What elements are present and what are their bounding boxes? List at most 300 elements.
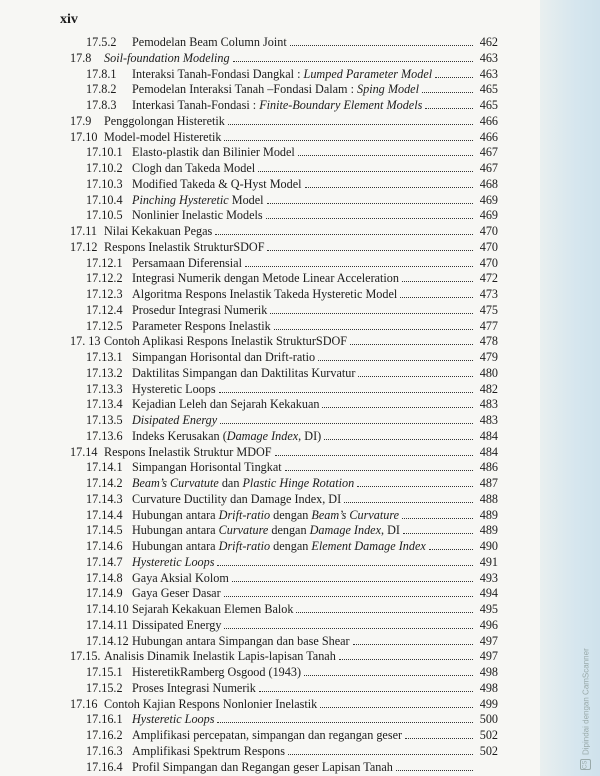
toc-title-part: Contoh Aplikasi Respons Inelastik StrukturSDOF xyxy=(104,334,348,349)
dot-leader xyxy=(259,681,473,692)
toc-entry xyxy=(70,648,498,664)
toc-entry-number: 17.11 xyxy=(70,224,97,238)
toc-entry xyxy=(86,255,498,271)
toc-title-part: Drift-ratio xyxy=(218,539,271,553)
dot-leader xyxy=(270,303,473,314)
toc-entry-title xyxy=(132,144,295,160)
toc-entry xyxy=(86,207,498,223)
toc-entry-page: 469 xyxy=(479,208,498,223)
toc-entry-page: 477 xyxy=(479,318,498,333)
toc-entry xyxy=(86,97,498,113)
toc-title-part: Integrasi Numerik dengan Metode Linear Acceleration xyxy=(132,271,399,286)
toc-entry xyxy=(70,129,498,145)
toc-entry-number: 17.14.4 xyxy=(86,507,123,522)
toc-entry-page: 484 xyxy=(479,444,498,459)
toc-title-part: Hubungan antara xyxy=(132,539,219,553)
toc-entry-number: 17.12.3 xyxy=(86,287,123,301)
toc-title-part: Curvature Ductility dan Damage Index, DI xyxy=(132,491,342,506)
toc-entry xyxy=(86,554,498,570)
toc-entry-title xyxy=(132,475,354,491)
toc-title-part: Simpangan Horisontal Tingkat xyxy=(132,460,282,475)
toc-entry xyxy=(86,81,498,97)
toc-title-part: dengan xyxy=(268,523,310,538)
toc-entry xyxy=(70,223,498,239)
toc-title-part: Gaya Geser Dasar xyxy=(132,586,221,601)
toc-entry-page: 489 xyxy=(479,507,498,522)
toc-entry-page: 502 xyxy=(479,728,498,742)
toc-entry-title xyxy=(132,97,422,113)
toc-title-part: Model-model Histeretik xyxy=(104,129,222,144)
toc-entry-title xyxy=(132,554,214,570)
toc-entry-page: 467 xyxy=(479,161,498,175)
toc-entry-page: 499 xyxy=(479,696,498,711)
toc-title-part: Nilai Kekakuan Pegas xyxy=(104,224,213,238)
toc-entry xyxy=(86,585,498,601)
toc-entry-number: 17.14.10 xyxy=(86,602,129,616)
toc-entry-page: 490 xyxy=(479,539,498,553)
toc-title-part: , DI) xyxy=(298,428,322,443)
toc-entry-number: 17.14.9 xyxy=(86,586,123,601)
dot-leader xyxy=(402,271,473,282)
toc-title-part: Hubungan antara Simpangan dan base Shear xyxy=(132,633,350,648)
toc-title-part: Sping Model xyxy=(357,82,419,97)
toc-entry-number: 17.16.1 xyxy=(86,712,123,727)
toc-entry-title xyxy=(132,66,432,82)
dot-leader xyxy=(217,555,473,566)
dot-leader xyxy=(305,177,473,188)
toc-entry-title xyxy=(132,270,399,286)
toc-title-part: HisteretikRamberg Osgood (1943) xyxy=(132,665,302,679)
toc-entry xyxy=(86,66,498,82)
toc-entry-number: 17.10 xyxy=(70,129,98,144)
toc-title-part: Elasto-plastik dan Bilinier Model xyxy=(132,145,295,160)
toc-entry-number: 17.10.1 xyxy=(86,145,123,160)
toc-entry-number: 17.15.2 xyxy=(86,680,123,695)
toc-entry-page: 468 xyxy=(479,176,498,191)
dot-leader xyxy=(217,712,473,723)
toc-entry xyxy=(70,333,498,349)
toc-title-part: dengan xyxy=(270,507,312,522)
toc-entry-page: 480 xyxy=(479,365,498,380)
toc-title-part: Beam’s Curvature xyxy=(311,507,400,522)
toc-entry-number: 17.14.5 xyxy=(86,523,123,538)
toc-title-part: Analisis Dinamik Inelastik Lapis-lapisan Tanah xyxy=(104,649,336,664)
dot-leader xyxy=(322,397,473,408)
toc-title-part: Modified Takeda & Q-Hyst Model xyxy=(132,176,302,191)
toc-title-part: Curvature xyxy=(218,523,269,538)
toc-entry-number: 17.13.4 xyxy=(86,397,123,412)
toc-title-part: Drift-ratio xyxy=(218,507,271,522)
dot-leader xyxy=(274,319,473,330)
toc-entry-page: 493 xyxy=(479,570,498,585)
dot-leader xyxy=(344,492,473,503)
dot-leader xyxy=(357,476,473,487)
toc-entry-title xyxy=(132,601,293,617)
toc-entry-title xyxy=(104,333,347,349)
toc-title-part: Simpangan Horisontal dan Drift-ratio xyxy=(132,350,316,364)
toc-title-part: dengan xyxy=(270,539,312,553)
toc-entry-number: 17.16 xyxy=(70,696,98,711)
toc-entry xyxy=(86,475,498,491)
toc-entry-page: 465 xyxy=(479,98,498,112)
dot-leader xyxy=(403,523,473,534)
toc-title-part: Finite-Boundary Element Models xyxy=(259,98,423,112)
toc-title-part: Hysteretic Loops xyxy=(132,554,215,569)
toc-entry-title xyxy=(132,664,301,680)
toc-entry-title xyxy=(132,522,400,538)
dot-leader xyxy=(405,728,473,739)
toc-entry-title xyxy=(104,223,212,239)
toc-entry-page: 491 xyxy=(479,554,498,569)
toc-entry-page: 473 xyxy=(479,287,498,301)
toc-entry-page: 502 xyxy=(479,743,498,758)
toc-entry xyxy=(86,412,498,428)
toc-entry xyxy=(86,664,498,680)
toc-entry-number: 17.13.3 xyxy=(86,381,123,396)
toc-entry xyxy=(70,696,498,712)
toc-entry xyxy=(86,570,498,586)
toc-title-part: Plastic Hinge Rotation xyxy=(242,476,355,490)
toc-entry-title xyxy=(132,302,267,318)
toc-title-part: Pinching Hysteretic xyxy=(132,192,229,207)
dot-leader xyxy=(339,649,473,660)
dot-leader xyxy=(288,744,473,755)
toc-entry-page: 475 xyxy=(479,302,498,317)
toc-entry-title xyxy=(104,129,221,145)
toc-entry-number: 17.10.3 xyxy=(86,176,123,191)
toc-entry-number: 17.16.3 xyxy=(86,743,123,758)
watermark-text: Dipindai dengan CamScanner xyxy=(581,648,591,755)
toc-entry xyxy=(86,727,498,743)
toc-entry-number: 17.8.3 xyxy=(86,98,117,112)
toc-entry-title xyxy=(132,680,256,696)
toc-entry xyxy=(70,50,498,66)
toc-entry-title xyxy=(132,743,285,759)
toc-entry-title xyxy=(132,396,319,412)
toc-entry xyxy=(86,192,498,208)
toc-title-part: Penggolongan Histeretik xyxy=(104,113,225,128)
toc-title-part: Clogh dan Takeda Model xyxy=(132,161,256,175)
toc-entry-title xyxy=(104,239,264,255)
toc-entry-number: 17.10.2 xyxy=(86,161,123,175)
dot-leader xyxy=(285,460,473,471)
dot-leader xyxy=(275,445,473,456)
toc-entry-title xyxy=(132,507,399,523)
dot-leader xyxy=(233,51,473,62)
watermark xyxy=(578,630,594,770)
dot-leader xyxy=(320,697,473,708)
toc-title-part: Lumped Parameter Model xyxy=(303,66,433,81)
toc-entry xyxy=(86,160,498,176)
toc-entry-number: 17.8.1 xyxy=(86,66,117,81)
toc-entry xyxy=(86,633,498,649)
dot-leader xyxy=(267,240,473,251)
toc-entry xyxy=(86,176,498,192)
toc-entry-number: 17.15.1 xyxy=(86,665,123,679)
toc-entry-title xyxy=(132,255,242,271)
toc-entry-page: 470 xyxy=(479,239,498,254)
dot-leader xyxy=(298,145,473,156)
toc-entry-page: 472 xyxy=(479,271,498,286)
toc-title-part: Hubungan antara xyxy=(132,507,219,522)
dot-leader xyxy=(358,366,473,377)
toc-entry-title xyxy=(132,759,393,775)
toc-entry-page: 498 xyxy=(479,665,498,679)
toc-entry-number: 17.13.1 xyxy=(86,350,123,364)
dot-leader xyxy=(353,634,473,645)
toc-entry xyxy=(86,365,498,381)
dot-leader xyxy=(220,413,473,424)
toc-entry-number: 17.14.6 xyxy=(86,539,123,553)
toc-entry-number: 17.14.8 xyxy=(86,570,123,585)
toc-entry-number: 17.12.2 xyxy=(86,271,123,286)
toc-title-part: Respons Inelastik Struktur MDOF xyxy=(104,444,272,459)
toc-title-part: Beam’s Curvatute xyxy=(132,476,219,490)
toc-entry-page: 466 xyxy=(479,113,498,128)
toc-entry-page: 467 xyxy=(479,145,498,160)
toc-entry-title xyxy=(132,633,350,649)
toc-entry-page: 470 xyxy=(479,224,498,238)
toc-entry-page: 478 xyxy=(479,334,498,349)
toc-title-part: Amplifikasi percepatan, simpangan dan regangan geser xyxy=(132,728,403,742)
camscanner-icon: CS xyxy=(581,759,592,770)
toc-entry xyxy=(86,459,498,475)
toc-entry-number: 17.13.6 xyxy=(86,428,123,443)
toc-entry-title xyxy=(104,648,336,664)
toc-title-part: Contoh Kajian Respons Nonlonier Inelastik xyxy=(104,696,318,711)
dot-leader xyxy=(304,665,473,676)
toc-entry-number: 17.14.7 xyxy=(86,554,123,569)
toc-entry xyxy=(86,144,498,160)
toc-entry-number: 17.14.1 xyxy=(86,460,123,475)
toc-entry xyxy=(86,507,498,523)
toc-entry-page: 486 xyxy=(479,460,498,475)
toc-entry xyxy=(86,743,498,759)
toc-title-part: Amplifikasi Spektrum Respons xyxy=(132,743,286,758)
toc-entry xyxy=(86,538,498,554)
toc-entry-page: 494 xyxy=(479,586,498,601)
toc-entry-number: 17.10.5 xyxy=(86,208,123,223)
toc-entry xyxy=(86,601,498,617)
dot-leader xyxy=(228,114,473,125)
toc-entry xyxy=(86,349,498,365)
toc-entry-number: 17.14.12 xyxy=(86,633,129,648)
toc-entry-page: 495 xyxy=(479,602,498,616)
toc-entry-page: 498 xyxy=(479,680,498,695)
toc-entry-number: 17. 13 xyxy=(70,334,101,349)
toc-entry-title xyxy=(132,81,419,97)
toc-entry-page: 463 xyxy=(479,66,498,81)
toc-entry-title xyxy=(132,381,216,397)
toc-title-part: Hubungan antara xyxy=(132,523,219,538)
toc-entry-number: 17.14 xyxy=(70,444,98,459)
toc-entry-title xyxy=(132,491,341,507)
toc-entry-title xyxy=(132,538,426,554)
toc-title-part: Nonlinier Inelastic Models xyxy=(132,208,263,223)
toc-entry-page: 500 xyxy=(479,712,498,727)
toc-entry-title xyxy=(132,617,221,633)
toc-title-part: Indeks Kerusakan ( xyxy=(132,428,227,443)
toc-title-part: Gaya Aksial Kolom xyxy=(132,570,229,585)
toc-entry xyxy=(86,286,498,302)
toc-entry-page: 489 xyxy=(479,523,498,538)
toc-entry-page: 466 xyxy=(479,129,498,144)
toc-title-part: Prosedur Integrasi Numerik xyxy=(132,302,268,317)
toc-entry-number: 17.12.4 xyxy=(86,302,123,317)
dot-leader xyxy=(224,586,473,597)
toc-title-part: Respons Inelastik StrukturSDOF xyxy=(104,239,265,254)
toc-entry-page: 479 xyxy=(479,350,498,364)
toc-entry-page: 484 xyxy=(479,428,498,443)
toc-entry-title xyxy=(132,711,214,727)
toc-entry-title xyxy=(132,428,321,444)
toc-entry xyxy=(86,302,498,318)
toc-entry xyxy=(86,34,498,50)
toc-entry-title xyxy=(132,570,229,586)
toc-entry-page: 497 xyxy=(479,649,498,664)
toc-entry xyxy=(86,428,498,444)
toc-entry-number: 17.10.4 xyxy=(86,192,123,207)
toc-entry-page: 465 xyxy=(479,82,498,97)
toc-entry-title xyxy=(132,727,402,743)
toc-entry-number: 17.5.2 xyxy=(86,35,117,49)
toc-entry-title xyxy=(104,50,230,66)
dot-leader xyxy=(224,130,473,141)
dot-leader xyxy=(435,67,473,78)
dot-leader xyxy=(258,161,473,172)
toc-entry-title xyxy=(132,318,271,334)
toc-entry-title xyxy=(132,349,315,365)
toc-title-part: Sejarah Kekakuan Elemen Balok xyxy=(132,602,294,616)
dot-leader xyxy=(400,287,473,298)
toc-entry-number: 17.8.2 xyxy=(86,82,117,97)
page-number: xiv xyxy=(60,12,78,27)
toc-entry-page: 462 xyxy=(479,35,498,49)
dot-leader xyxy=(224,618,473,629)
toc-entry-number: 17.14.2 xyxy=(86,476,123,490)
toc-title-part: Hysteretic Loops xyxy=(132,712,215,727)
toc-entry-page: 497 xyxy=(479,633,498,648)
toc-entry xyxy=(86,711,498,727)
toc-entry xyxy=(86,381,498,397)
toc-entry-page: 482 xyxy=(479,381,498,396)
dot-leader xyxy=(318,350,473,361)
toc-title-part: Pemodelan Interaksi Tanah –Fondasi Dalam : xyxy=(132,82,358,97)
toc-title-part: Dissipated Energy xyxy=(132,617,222,632)
toc-entry-title xyxy=(104,696,317,712)
toc-entry-number: 17.14.11 xyxy=(86,617,129,632)
toc-title-part: Persamaan Diferensial xyxy=(132,255,242,270)
toc-entry-title xyxy=(132,160,255,176)
toc-title-part: dan xyxy=(218,476,243,490)
toc-entry xyxy=(86,270,498,286)
toc-entry-title xyxy=(132,207,263,223)
toc-entry-title xyxy=(132,585,221,601)
toc-title-part: Damage Index xyxy=(309,523,381,538)
toc-title-part: Daktilitas Simpangan dan Daktilitas Kurvatur xyxy=(132,365,356,380)
toc-title-part: Soil-foundation Modeling xyxy=(104,50,230,65)
dot-leader xyxy=(219,382,473,393)
toc-entry-title xyxy=(132,286,397,302)
toc-entry-title xyxy=(104,113,225,129)
toc-entry-number: 17.12.5 xyxy=(86,318,123,333)
toc-entry-title xyxy=(104,444,272,460)
dot-leader xyxy=(396,760,473,771)
toc-entry-number: 17.8 xyxy=(70,50,92,65)
toc-entry-title xyxy=(132,412,217,428)
toc-entry-page: 483 xyxy=(479,397,498,412)
dot-leader xyxy=(267,193,473,204)
dot-leader xyxy=(245,256,473,267)
toc-title-part: Element Damage Index xyxy=(311,539,426,553)
toc-entry xyxy=(86,617,498,633)
toc-entry-number: 17.16.4 xyxy=(86,759,123,774)
toc-title-part: Interkasi Tanah-Fondasi : xyxy=(132,98,260,112)
toc-entry xyxy=(86,680,498,696)
toc-title-part: Parameter Respons Inelastik xyxy=(132,318,271,333)
toc-entry-title xyxy=(132,176,302,192)
toc-entry-number: 17.9 xyxy=(70,113,92,128)
toc-title-part: Pemodelan Beam Column Joint xyxy=(132,35,287,49)
toc-title-part: Damage Index xyxy=(226,428,299,443)
toc-entry xyxy=(70,444,498,460)
dot-leader xyxy=(425,98,473,109)
toc-entry xyxy=(86,491,498,507)
toc-entry-number: 17.16.2 xyxy=(86,728,123,742)
toc-entry-title xyxy=(132,459,282,475)
toc-title-part: Algoritma Respons Inelastik Takeda Hysteretic Model xyxy=(132,287,398,301)
dot-leader xyxy=(429,539,473,550)
toc-entry-page: 469 xyxy=(479,192,498,207)
toc-title-part: Model xyxy=(228,192,264,207)
dot-leader xyxy=(266,208,473,219)
toc-entry-page: 487 xyxy=(479,476,498,490)
toc-entry-page: 496 xyxy=(479,617,498,632)
toc-entry xyxy=(86,318,498,334)
toc-entry-number: 17.12 xyxy=(70,239,98,254)
toc-entry xyxy=(86,522,498,538)
dot-leader xyxy=(324,429,473,440)
dot-leader xyxy=(232,571,473,582)
toc-entry-number: 17.12.1 xyxy=(86,255,123,270)
toc-title-part: Interaksi Tanah-Fondasi Dangkal : xyxy=(132,66,304,81)
dot-leader xyxy=(402,508,473,519)
toc-entry-number: 17.15. xyxy=(70,649,101,664)
toc-entry-number: 17.13.2 xyxy=(86,365,123,380)
toc-entry-page: 470 xyxy=(479,255,498,270)
toc-entry-page: 483 xyxy=(479,413,498,427)
toc-entry-number: 17.13.5 xyxy=(86,413,123,427)
toc-entry-page: 463 xyxy=(479,50,498,65)
toc-entry xyxy=(86,396,498,412)
dot-leader xyxy=(422,82,473,93)
dot-leader xyxy=(296,602,473,613)
toc-entry xyxy=(70,113,498,129)
toc-title-part: , DI xyxy=(381,523,400,538)
dot-leader xyxy=(215,224,473,235)
dot-leader xyxy=(290,35,473,46)
toc-title-part: Hysteretic Loops xyxy=(132,381,216,396)
toc-title-part: Proses Integrasi Numerik xyxy=(132,680,256,695)
toc-entry-number: 17.14.3 xyxy=(86,491,123,506)
toc-entry-title xyxy=(132,34,287,50)
toc-entry xyxy=(86,759,498,775)
toc-entry-page: 488 xyxy=(479,491,498,506)
toc-title-part: Profil Simpangan dan Regangan geser Lapisan Tanah xyxy=(132,759,393,774)
toc-entry xyxy=(70,239,498,255)
toc-entry-title xyxy=(132,365,355,381)
toc-title-part: Kejadian Leleh dan Sejarah Kekakuan xyxy=(132,397,320,412)
